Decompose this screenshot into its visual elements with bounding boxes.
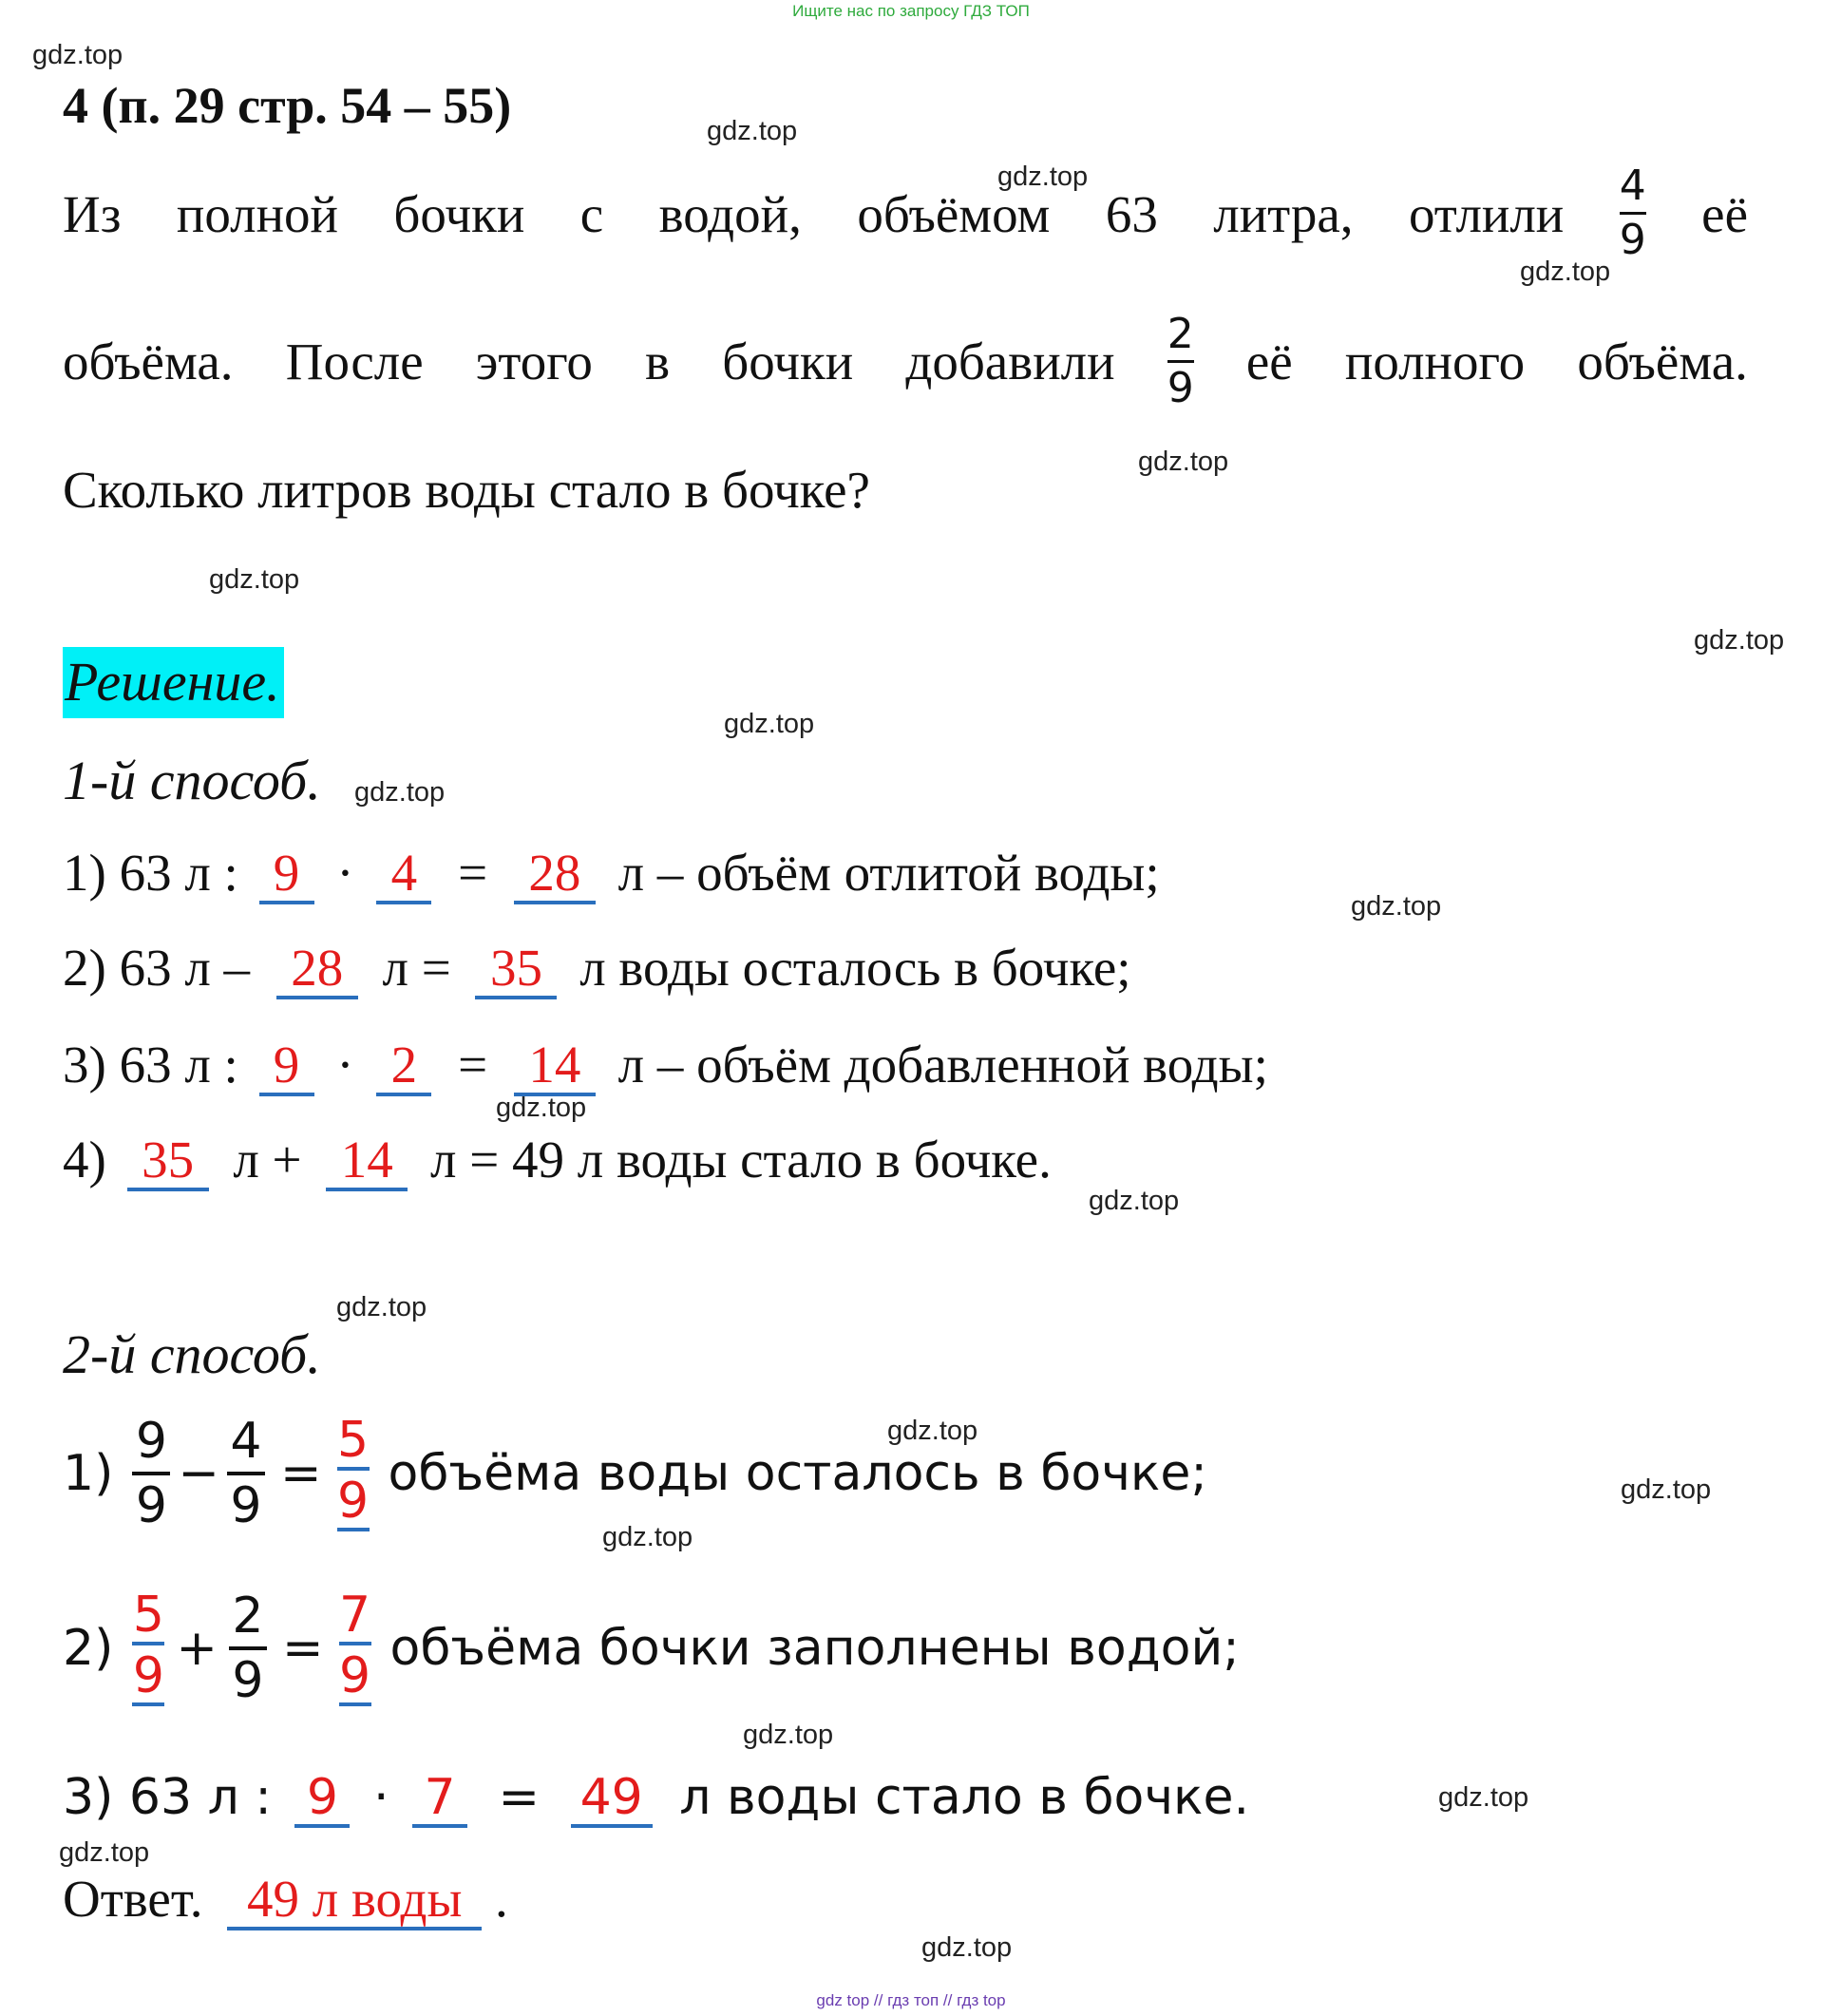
method-2-step-1 [63, 1412, 1207, 1534]
fraction-bar [1167, 360, 1194, 363]
word: литра, [1213, 185, 1354, 243]
answer-period: . [494, 1870, 508, 1928]
method-1-step-3 [63, 1037, 1268, 1096]
step-text: объёма воды осталось в бочке; [388, 1445, 1207, 1502]
answer-fraction [132, 1587, 164, 1706]
denominator: 9 [338, 1647, 371, 1704]
operator: = [458, 844, 488, 902]
watermark: gdz.top [1621, 1474, 1712, 1505]
fraction [229, 1588, 267, 1709]
fraction-bar [229, 1646, 267, 1650]
answer-blank: 4 [376, 846, 431, 904]
watermark: gdz.top [59, 1837, 150, 1868]
answer-blank: 49 [571, 1772, 653, 1828]
fraction-two-ninths [1167, 310, 1194, 412]
word: добавили [905, 333, 1115, 390]
step-text: 3) 63 л : [63, 1036, 238, 1094]
step-text: 4) [63, 1131, 106, 1189]
step-text: л воды осталось в бочке; [579, 939, 1131, 997]
watermark: gdz.top [1520, 257, 1611, 287]
numerator: 2 [1167, 310, 1194, 358]
watermark: gdz.top [997, 162, 1089, 192]
word: полной [176, 185, 338, 243]
method-1-step-4 [63, 1132, 1052, 1191]
fraction-bar [227, 1472, 265, 1475]
watermark: gdz.top [1351, 891, 1442, 922]
solution-highlight: Решение. [63, 647, 284, 718]
word: с [579, 185, 604, 243]
watermark: gdz.top [724, 709, 815, 739]
word: объёма. [63, 333, 234, 390]
fraction-four-ninths [1619, 162, 1646, 264]
word: Из [63, 185, 122, 243]
answer-fraction [338, 1587, 371, 1706]
step-text: л – объём отлитой воды; [617, 844, 1160, 902]
step-text: объёма бочки заполнены водой; [389, 1620, 1240, 1677]
method-2-label: 2-й способ. [63, 1323, 321, 1385]
fraction [227, 1413, 265, 1534]
header-link[interactable]: Ищите нас по запросу ГДЗ ТОП [792, 2, 1030, 20]
word: 63 [1105, 185, 1158, 243]
watermark: gdz.top [1089, 1186, 1180, 1216]
word: этого [475, 333, 593, 390]
numerator: 2 [232, 1588, 264, 1645]
denominator: 9 [230, 1477, 262, 1534]
word: После [285, 333, 424, 390]
word: объёма. [1577, 333, 1748, 390]
answer-label: Ответ. [63, 1870, 203, 1928]
watermark: gdz.top [336, 1292, 427, 1322]
step-text: л + [233, 1131, 302, 1189]
operator: + [176, 1620, 218, 1677]
method-2-step-2 [63, 1587, 1240, 1709]
word: водой, [658, 185, 802, 243]
step-number: 1) [63, 1445, 114, 1502]
watermark: gdz.top [921, 1932, 1013, 1963]
answer-blank: 9 [259, 846, 314, 904]
page-title: 4 (п. 29 стр. 54 – 55) [63, 77, 512, 134]
answer-blank: 7 [412, 1772, 467, 1828]
denominator: 9 [1619, 216, 1646, 264]
word: бочки [393, 185, 525, 243]
footer-links[interactable]: gdz top // гдз топ // гдз top [816, 1991, 1006, 2009]
denominator: 9 [336, 1473, 370, 1530]
step-text: 3) 63 л : [63, 1769, 272, 1826]
answer-blank: 14 [514, 1037, 596, 1096]
answer-blank: 14 [326, 1132, 408, 1191]
word: полного [1344, 333, 1526, 390]
answer-fraction [336, 1412, 370, 1531]
watermark: gdz.top [743, 1720, 834, 1750]
method-2-step-3 [63, 1769, 1249, 1828]
word: её [1245, 333, 1293, 390]
word: в [645, 333, 671, 390]
numerator: 5 [132, 1587, 164, 1644]
problem-line-3: Сколько литров воды стало в бочке? [63, 461, 870, 519]
fraction-bar [1620, 212, 1646, 215]
method-1-label: 1-й способ. [63, 750, 321, 811]
denominator: 9 [232, 1652, 264, 1709]
step-text: л = [382, 939, 451, 997]
method-1-step-2 [63, 941, 1131, 999]
watermark: gdz.top [1138, 447, 1229, 477]
answer-line [63, 1872, 508, 1930]
denominator: 9 [135, 1477, 167, 1534]
step-text: 2) 63 л – [63, 939, 251, 997]
denominator: 9 [132, 1647, 164, 1704]
answer-blank: 35 [127, 1132, 209, 1191]
operator: = [279, 1445, 322, 1502]
watermark: gdz.top [602, 1522, 693, 1552]
watermark: gdz.top [496, 1093, 587, 1123]
fraction [132, 1413, 170, 1534]
operator: · [336, 1036, 354, 1094]
operator: − [178, 1445, 219, 1502]
watermark: gdz.top [354, 777, 446, 808]
numerator: 9 [135, 1413, 167, 1470]
answer-blank: 35 [475, 941, 557, 999]
denominator: 9 [1167, 364, 1194, 412]
numerator: 4 [230, 1413, 262, 1470]
fraction-bar [132, 1472, 170, 1475]
word: её [1701, 185, 1748, 243]
numerator: 5 [336, 1412, 370, 1469]
watermark: gdz.top [209, 564, 300, 595]
watermark: gdz.top [707, 116, 798, 146]
step-text: 1) 63 л : [63, 844, 238, 902]
problem-line-1 [63, 162, 1748, 264]
step-text: л воды стало в бочке. [679, 1769, 1249, 1826]
numerator: 4 [1619, 162, 1646, 210]
answer-blank: 9 [259, 1037, 314, 1096]
operator: · [372, 1769, 389, 1826]
method-1-step-1 [63, 846, 1160, 904]
operator: = [281, 1620, 324, 1677]
answer-blank: 2 [376, 1037, 431, 1096]
solution-label [63, 650, 284, 713]
watermark: gdz.top [1694, 625, 1785, 656]
step-number: 2) [63, 1620, 114, 1677]
step-text: л = 49 л воды стало в бочке. [430, 1131, 1052, 1189]
word: бочки [722, 333, 854, 390]
watermark: gdz.top [887, 1416, 978, 1446]
answer-blank: 49 л воды [227, 1872, 482, 1930]
answer-blank: 9 [294, 1772, 350, 1828]
problem-line-2 [63, 310, 1748, 412]
watermark: gdz.top [1438, 1782, 1529, 1813]
numerator: 7 [338, 1587, 371, 1644]
word: объёмом [857, 185, 1051, 243]
operator: = [458, 1036, 488, 1094]
answer-blank: 28 [514, 846, 596, 904]
operator: · [336, 844, 354, 902]
answer-blank: 28 [276, 941, 358, 999]
word: отлили [1409, 185, 1565, 243]
watermark: gdz.top [32, 40, 123, 70]
operator: = [498, 1769, 541, 1826]
step-text: л – объём добавленной воды; [617, 1036, 1268, 1094]
